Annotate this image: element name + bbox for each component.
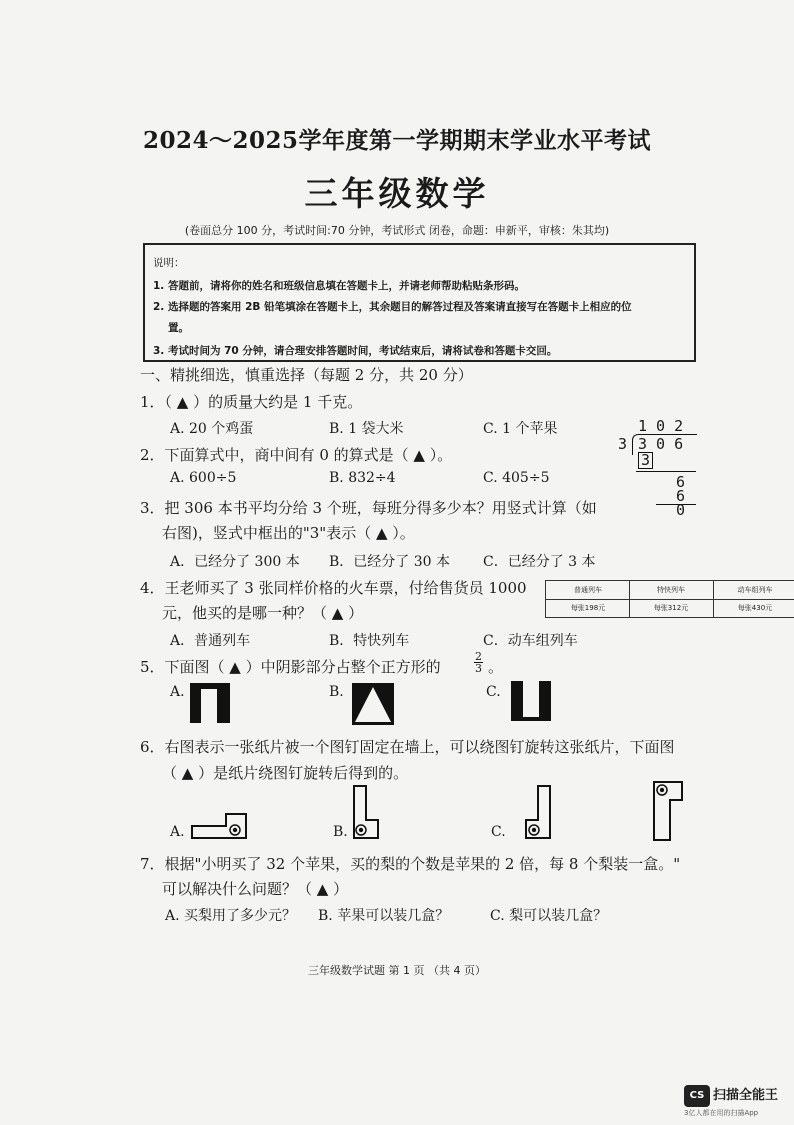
q4-option-a: A．普通列车 bbox=[170, 633, 251, 649]
exam-title: 2024～2025学年度第一学期期末学业水平考试 bbox=[142, 127, 652, 154]
q5-stem: 5．下面图（ ▲ ）中阴影部分占整个正方形的 bbox=[140, 658, 441, 676]
instruction-item-2-cont: 置。 bbox=[168, 322, 189, 334]
division-dividend: 3 0 6 bbox=[638, 435, 684, 453]
q3-option-a: A．已经分了 300 本 bbox=[170, 554, 300, 570]
instructions-heading: 说明： bbox=[153, 257, 185, 269]
q2-stem: 2．下面算式中，商中间有 0 的算式是（ ▲ ）。 bbox=[140, 446, 453, 464]
q6-figure-a bbox=[190, 812, 248, 840]
q6-option-a-label: A. bbox=[170, 824, 185, 840]
q5-stem-end: 。 bbox=[488, 658, 504, 676]
scanner-brand-slogan: 3亿人都在用的扫描App bbox=[684, 1109, 759, 1117]
q6-figure-b bbox=[352, 784, 380, 840]
q6-option-c-label: C. bbox=[491, 824, 506, 840]
section-1-title: 一、精挑细选，慎重选择（每题 2 分，共 20 分） bbox=[140, 366, 473, 384]
q3-stem-line-1: 3．把 306 本书平均分给 3 个班，每班分得多少本？用竖式计算（如 bbox=[140, 499, 597, 517]
q3-option-c: C．已经分了 3 本 bbox=[483, 554, 596, 570]
exam-info: (卷面总分 100 分，考试时间:70 分钟，考试形式 闭卷，命题：申新平，审核：朱其均) bbox=[184, 224, 610, 237]
q1-option-b: B. 1 袋大米 bbox=[329, 421, 404, 437]
q4-option-c: C．动车组列车 bbox=[483, 633, 578, 649]
q7-stem-line-1: 7．根据"小明买了 32 个苹果，买的梨的个数是苹果的 2 倍，每 8 个梨装一盒。" bbox=[140, 855, 681, 873]
scanner-brand-name: 扫描全能王 bbox=[713, 1088, 779, 1103]
division-divisor: 3 bbox=[618, 435, 628, 453]
q6-stem-line-1: 6．右图表示一张纸片被一个图钉固定在墙上，可以绕图钉旋转这张纸片，下面图 bbox=[140, 738, 675, 756]
division-line-1 bbox=[636, 471, 696, 472]
division-step-1: 6 bbox=[676, 473, 686, 491]
q4-option-b: B．特快列车 bbox=[329, 633, 410, 649]
q3-option-b: B．已经分了 30 本 bbox=[329, 554, 451, 570]
q7-option-b: B. 苹果可以装几盒？ bbox=[318, 908, 450, 924]
division-quotient: 1 0 2 bbox=[638, 417, 684, 435]
train-price-table bbox=[545, 580, 794, 618]
q7-option-a: A. 买梨用了多少元？ bbox=[165, 908, 297, 924]
instruction-item-2: 2. 选择题的答案用 2B 铅笔填涂在答题卡上，其余题目的解答过程及答案请直接写在答题卡上相应的位 bbox=[153, 301, 632, 313]
q7-option-c: C. 梨可以装几盒？ bbox=[490, 908, 608, 924]
q4-stem-line-1: 4．王老师买了 3 张同样价格的火车票，付给售货员 1000 bbox=[140, 579, 527, 597]
q5-shape-b bbox=[352, 683, 394, 725]
q6-reference-figure bbox=[652, 780, 684, 842]
table-price-cell: 每张198元 bbox=[570, 604, 606, 612]
q1-option-a: A. 20 个鸡蛋 bbox=[170, 421, 254, 437]
q7-stem-line-2: 可以解决什么问题？（ ▲ ） bbox=[162, 880, 349, 898]
fraction-numerator: 2 bbox=[475, 650, 482, 663]
table-price-cell: 每张312元 bbox=[653, 604, 689, 612]
q2-option-a: A. 600÷5 bbox=[170, 470, 237, 486]
q6-stem-line-2: （ ▲ ）是纸片绕图钉旋转后得到的。 bbox=[162, 764, 409, 782]
subject-title: 三年级数学 bbox=[304, 174, 490, 213]
q1-option-c: C. 1 个苹果 bbox=[483, 421, 558, 437]
fraction-denominator: 3 bbox=[475, 662, 482, 675]
q5-option-a-label: A. bbox=[170, 684, 185, 700]
q5-shape-c bbox=[511, 681, 551, 721]
page-footer: 三年级数学试题 第 1 页 （共 4 页） bbox=[308, 964, 486, 977]
scanner-logo-icon: CS bbox=[684, 1085, 710, 1107]
q1-stem: 1．（ ▲ ）的质量大约是 1 千克。 bbox=[140, 393, 363, 411]
q3-stem-line-2: 右图)，竖式中框出的"3"表示（ ▲ ）。 bbox=[162, 524, 415, 542]
q5-option-b-label: B. bbox=[329, 684, 344, 700]
instructions-box bbox=[143, 243, 696, 362]
long-division-figure bbox=[612, 415, 702, 520]
table-price-cell: 每张430元 bbox=[737, 604, 773, 612]
q2-option-c: C. 405÷5 bbox=[483, 470, 550, 486]
table-header-cell: 普通列车 bbox=[574, 586, 602, 594]
division-remainder: 0 bbox=[676, 501, 686, 519]
q2-option-b: B. 832÷4 bbox=[329, 470, 396, 486]
table-header-cell: 特快列车 bbox=[657, 586, 685, 594]
division-boxed-digit: 3 bbox=[638, 452, 653, 469]
q5-shape-a bbox=[190, 683, 230, 723]
division-step-2: 6 bbox=[676, 487, 686, 505]
q4-stem-line-2: 元，他买的是哪一种？（ ▲ ） bbox=[162, 604, 364, 622]
instruction-item-3: 3. 考试时间为 70 分钟，请合理安排答题时间，考试结束后，请将试卷和答题卡交回。 bbox=[153, 345, 558, 357]
q6-option-b-label: B. bbox=[333, 824, 348, 840]
q6-figure-c bbox=[512, 784, 552, 840]
instruction-item-1: 1. 答题前，请将你的姓名和班级信息填在答题卡上，并请老师帮助粘贴条形码。 bbox=[153, 280, 525, 292]
table-header-cell: 动车组列车 bbox=[737, 586, 773, 594]
q5-fraction bbox=[474, 651, 483, 674]
q5-option-c-label: C. bbox=[486, 684, 501, 700]
